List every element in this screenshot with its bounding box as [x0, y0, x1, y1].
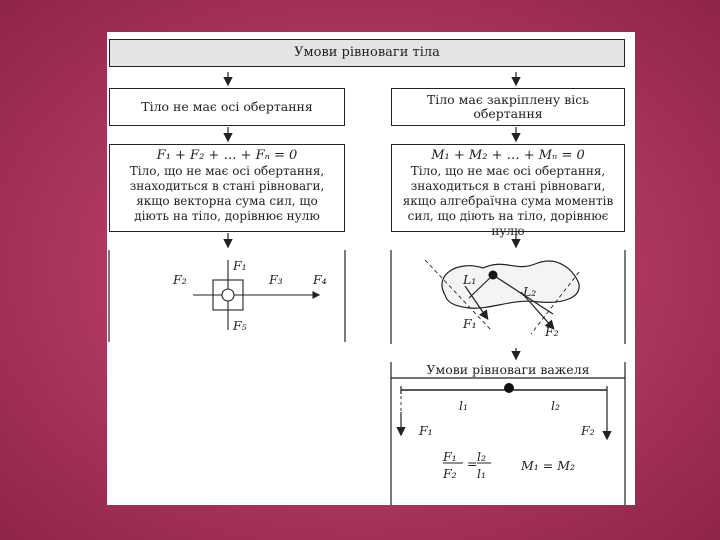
- lever-arm-label-l1: l₁: [459, 398, 469, 413]
- force-label-right-f2: F₂: [545, 324, 559, 339]
- right-description: Тіло, що не має осі обертання, знаходиться в стані рівноваги, якщо алгебраїчна сума моментів сил, що діють на тіло, дорівнює нулю: [402, 164, 614, 238]
- ratio-equals: =: [467, 456, 478, 471]
- lever-arm-label-l2: l₂: [551, 398, 561, 413]
- lever-force-label-f1: F₁: [419, 423, 433, 438]
- force-label-f3: F₃: [269, 272, 283, 287]
- left-desc-box: [109, 144, 345, 232]
- left-heading: Тіло не має осі обертання: [141, 99, 313, 114]
- lever-force-label-f2: F₂: [581, 423, 595, 438]
- right-desc-box: [391, 144, 625, 238]
- left-heading-box: [109, 88, 345, 126]
- right-heading-box: [391, 88, 625, 126]
- left-equation: F₁ + F₂ + … + Fₙ = 0: [156, 148, 298, 163]
- ratio-denominator-left: F₂: [443, 466, 457, 481]
- ratio-numerator-left: F₁: [443, 449, 457, 464]
- force-label-f4: F₄: [313, 272, 327, 287]
- moment-equation: M₁ = M₂: [521, 458, 576, 473]
- right-equation: M₁ + M₂ + … + Mₙ = 0: [431, 148, 585, 163]
- force-label-f1: F₁: [233, 258, 247, 273]
- arm-label-l1: L₁: [463, 272, 477, 287]
- lever-title: Умови рівноваги важеля: [426, 362, 590, 377]
- diagram-page: [107, 32, 635, 505]
- force-label-f2: F₂: [173, 272, 187, 287]
- force-label-right-f1: F₁: [463, 316, 477, 331]
- right-heading: Тіло має закріплену вісь обертання: [426, 92, 590, 121]
- forces-figure: [193, 260, 319, 330]
- arm-label-l2: L₂: [523, 284, 537, 299]
- force-label-f5: F₅: [233, 318, 247, 333]
- page-title: Умови рівноваги тіла: [109, 39, 625, 67]
- rotating-body-figure: [425, 260, 579, 334]
- ratio-numerator-right: l₂: [477, 449, 487, 464]
- left-description: Тіло, що не має осі обертання, знаходиться в стані рівноваги, якщо векторна сума сил, що діють на тіло, дорівнює нулю: [129, 164, 325, 223]
- ratio-denominator-right: l₁: [477, 466, 487, 481]
